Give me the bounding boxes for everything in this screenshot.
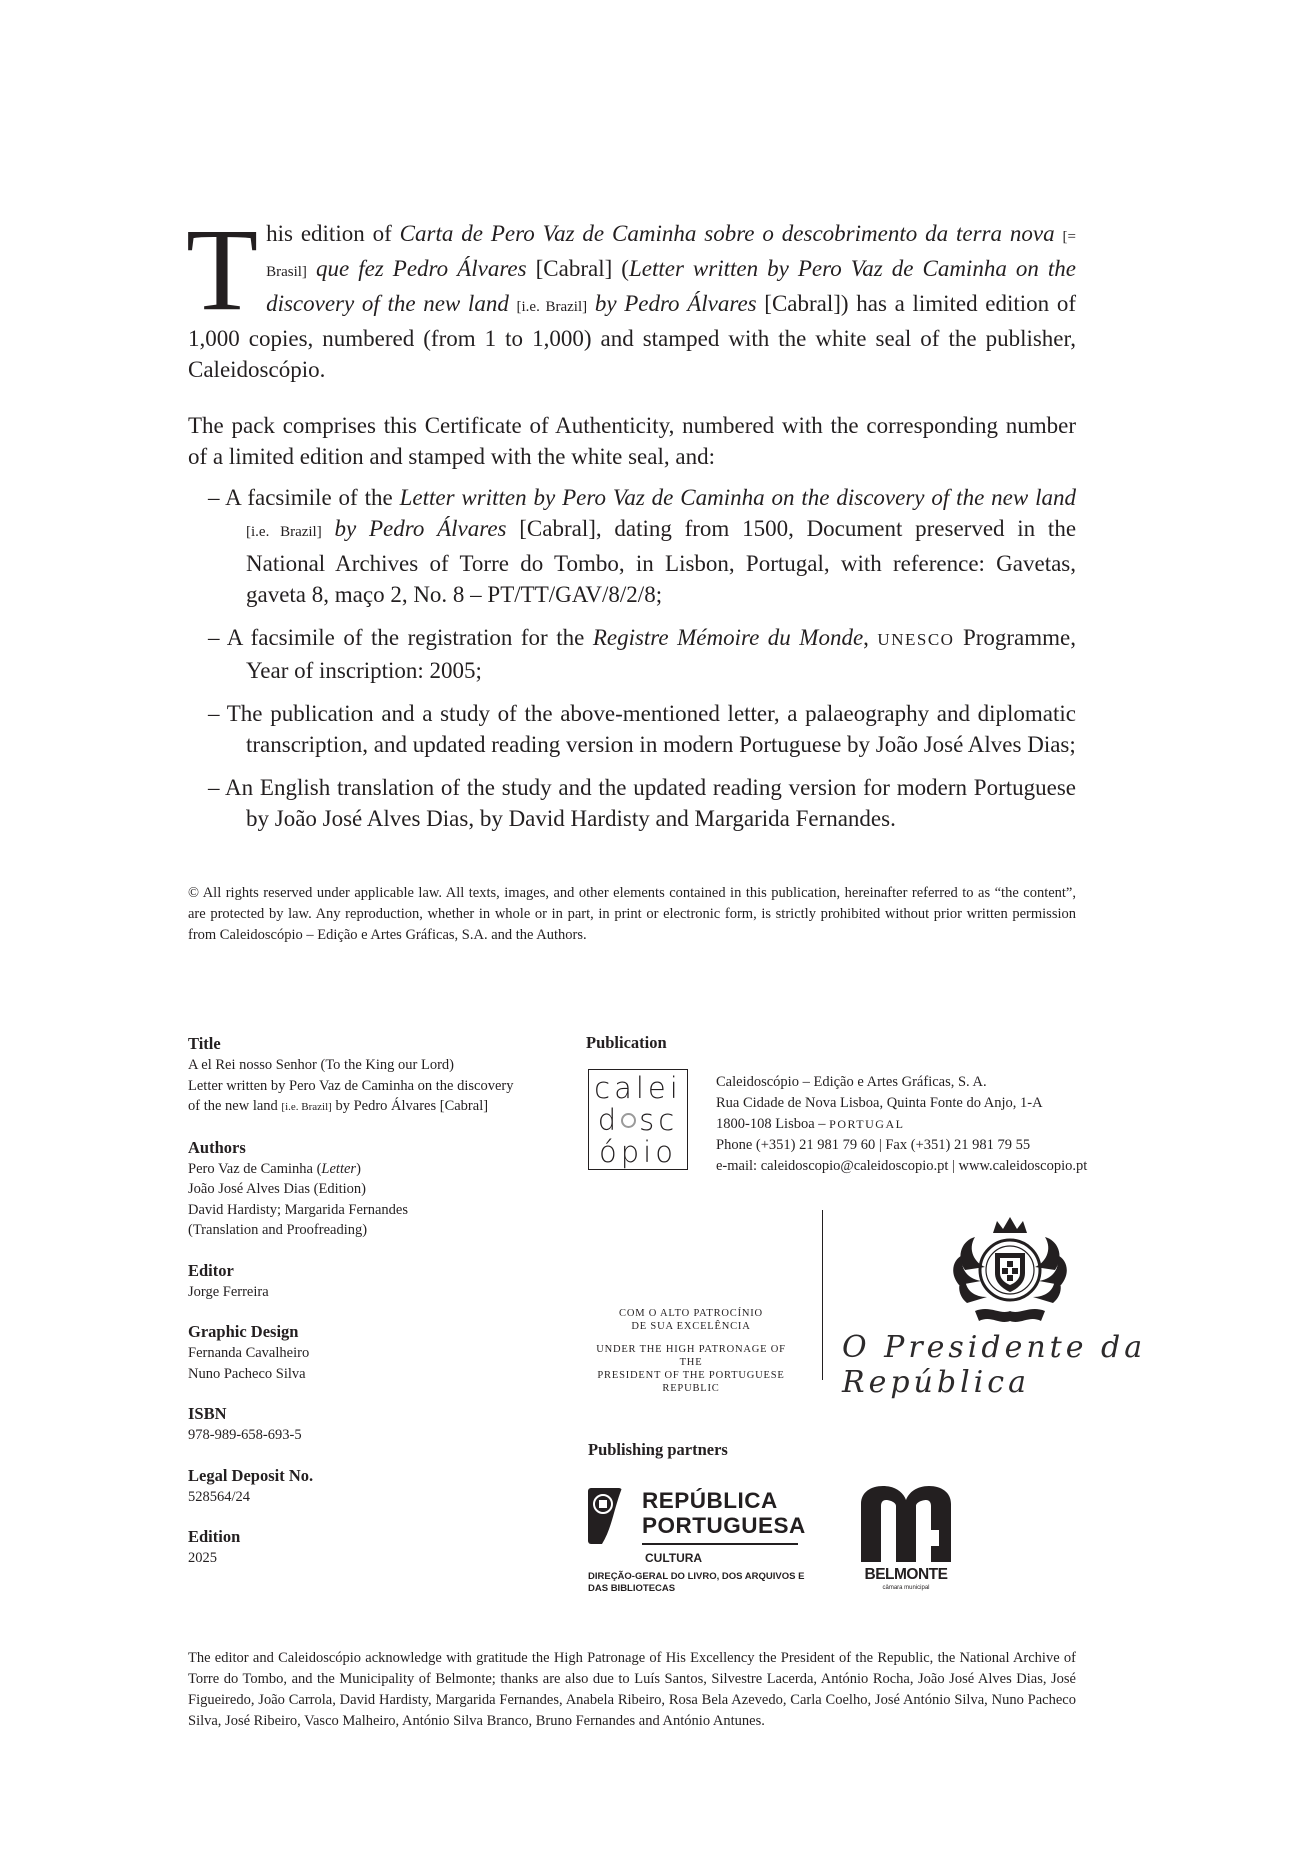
belmonte-name: BELMONTE bbox=[864, 1566, 948, 1583]
patronage-text bbox=[584, 1307, 798, 1395]
credit-line: (Translation and Proofreading) bbox=[188, 1222, 368, 1238]
credit-line: Jorge Ferreira bbox=[188, 1283, 269, 1300]
rp-cultura: CULTURA bbox=[645, 1551, 703, 1565]
intro-title-en2: by Pedro Álvares bbox=[594, 291, 757, 316]
logo-text: sc bbox=[639, 1103, 679, 1137]
item-space bbox=[322, 516, 335, 541]
credit-title bbox=[188, 1033, 538, 1118]
pack-contents bbox=[188, 410, 1076, 846]
credit-text: ) bbox=[356, 1160, 361, 1177]
logo-text: d bbox=[597, 1103, 621, 1137]
intro-title-en: Letter written by Pero Vaz de Caminha on the discovery of the new land bbox=[266, 256, 1076, 316]
credit-italic: Letter bbox=[321, 1160, 357, 1177]
publisher-city-text: 1800-108 Lisboa – bbox=[716, 1116, 830, 1132]
pack-item-unesco-facsimile bbox=[188, 622, 1076, 686]
rp-dg-line: DIREÇÃO-GERAL DO LIVRO, DOS ARQUIVOS E bbox=[588, 1571, 805, 1582]
credit-heading: Editor bbox=[188, 1260, 234, 1280]
credit-line: 528564/24 bbox=[188, 1488, 251, 1505]
rp-direcao-geral bbox=[588, 1571, 818, 1595]
patronage-line: UNDER THE HIGH PATRONAGE OF THE bbox=[596, 1344, 786, 1368]
patronage-gap bbox=[584, 1333, 798, 1343]
intro-space bbox=[509, 291, 517, 316]
drop-cap: T bbox=[186, 204, 259, 335]
credit-line: Nuno Pacheco Silva bbox=[188, 1365, 306, 1382]
intro-space bbox=[307, 256, 316, 281]
intro-space bbox=[1055, 221, 1063, 246]
intro-space bbox=[587, 291, 595, 316]
patronage-divider bbox=[822, 1210, 823, 1380]
publisher-city bbox=[716, 1114, 1096, 1135]
publisher-address: Rua Cidade de Nova Lisboa, Quinta Fonte do Anjo, 1-A bbox=[716, 1095, 1043, 1111]
pack-lead: The pack comprises this Certificate of Authenticity, numbered with the corresponding number of a limited edition and stamped with the white seal, and: bbox=[188, 413, 1076, 469]
item-text: [Cabral], dating from 1500, Document preserved in the National Archives of Torre do Tombo, in Lisbon, Portugal, with reference: Gavetas, gaveta 8, maço 2, No. 8 – PT/TT/GAV/8/2/8; bbox=[246, 516, 1077, 607]
credit-design bbox=[188, 1321, 538, 1384]
credit-line: 978-989-658-693-5 bbox=[188, 1427, 302, 1443]
rights-notice: © All rights reserved under applicable law. All texts, images, and other elements contained in this publication, hereinafter referred to as “the content”, are protected by law. Any reproduction, whether in whole or in part, in print or electronic form, is strictly prohibited without prior written permission from Caleidoscópio – Edição e Artes Gráficas, S.A. and the Authors. bbox=[188, 885, 1076, 943]
credit-authors bbox=[188, 1137, 538, 1241]
caleidoscopio-logo bbox=[588, 1069, 688, 1170]
credit-text: of the new land bbox=[188, 1098, 282, 1114]
partners-heading: Publishing partners bbox=[588, 1440, 728, 1459]
credit-heading: ISBN bbox=[188, 1404, 227, 1423]
credit-line bbox=[188, 1096, 538, 1118]
item-text: – A facsimile of the bbox=[208, 485, 400, 510]
rp-dg-line: DAS BIBLIOTECAS bbox=[588, 1583, 676, 1594]
item-text: – A facsimile of the registration for the bbox=[208, 625, 593, 650]
colophon-credits bbox=[188, 1033, 538, 1588]
patronage-line: DE SUA EXCELÊNCIA bbox=[631, 1321, 751, 1332]
credit-line: João José Alves Dias (Edition) bbox=[188, 1181, 367, 1197]
intro-paragraph bbox=[186, 204, 1076, 385]
intro-title-pt: Carta de Pero Vaz de Caminha sobre o descobrimento da terra nova bbox=[399, 221, 1055, 246]
pack-list bbox=[188, 482, 1076, 834]
intro-brasil-note: [= Brasil] bbox=[266, 229, 1076, 280]
logo-row bbox=[589, 1104, 687, 1136]
presidential-coat-of-arms-icon bbox=[945, 1215, 1075, 1333]
acknowledgements: The editor and Caleidoscópio acknowledge with gratitude the High Patronage of His Excellency the President of the Republic, the National Archive of Torre do Tombo, and the Municipality of Belmonte; thanks are also due to Luís Santos, Silvestre Lacerda, António Rocha, João José Alves Dias, José Figueiredo, João Carrola, David Hardisty, Margarida Fernandes, Anabela Ribeiro, Rosa Bela Azevedo, Carla Coelho, José António Silva, Nuno Pacheco Silva, José Ribeiro, Vasco Malheiro, António Silva Branco, Bruno Fernandes and António Antunes. bbox=[188, 1650, 1076, 1729]
credit-note: [i.e. Brazil] bbox=[281, 1101, 332, 1113]
credit-heading: Graphic Design bbox=[188, 1322, 299, 1341]
intro-brazil-note: [i.e. Brazil] bbox=[516, 299, 588, 315]
belmonte-subtitle: câmara municipal bbox=[882, 1585, 930, 1591]
credit-line: 2025 bbox=[188, 1550, 217, 1566]
item-text: , bbox=[863, 625, 878, 650]
item-title: by Pedro Álvares bbox=[334, 516, 507, 541]
logo-row: calei bbox=[594, 1071, 682, 1105]
credit-heading: Authors bbox=[188, 1137, 246, 1157]
republica-portuguesa-name bbox=[642, 1488, 806, 1538]
item-title: Letter written by Pero Vaz de Caminha on the discovery of the new land bbox=[399, 485, 1076, 510]
pack-item-letter-facsimile bbox=[188, 482, 1076, 610]
credit-line: Letter written by Pero Vaz de Caminha on the discovery bbox=[188, 1077, 514, 1094]
publisher-contact[interactable]: e-mail: caleidoscopio@caleidoscopio.pt | www.caleidoscopio.pt bbox=[716, 1158, 1088, 1174]
credit-heading: Edition bbox=[188, 1527, 241, 1546]
item-note: [i.e. Brazil] bbox=[246, 524, 322, 540]
intro-text: [Cabral] ( bbox=[526, 256, 629, 281]
rp-divider bbox=[642, 1543, 798, 1545]
rp-line: PORTUGUESA bbox=[642, 1513, 806, 1538]
credit-edition bbox=[188, 1526, 538, 1569]
ring-icon bbox=[621, 1113, 636, 1128]
rp-line: REPÚBLICA bbox=[642, 1488, 778, 1513]
belmonte-logo-icon bbox=[857, 1486, 955, 1562]
credit-line: David Hardisty; Margarida Fernandes bbox=[188, 1201, 408, 1218]
publisher-phone: Phone (+351) 21 981 79 60 | Fax (+351) 21 981 79 55 bbox=[716, 1137, 1031, 1153]
pack-item-translation: – An English translation of the study and the updated reading version for modern Portuguese by João José Alves Dias, by David Hardisty and Margarida Fernandes. bbox=[208, 775, 1076, 831]
publisher-name: Caleidoscópio – Edição e Artes Gráficas, S. A. bbox=[716, 1074, 987, 1090]
credit-line bbox=[188, 1159, 538, 1180]
publisher-country: PORTUGAL bbox=[829, 1117, 905, 1131]
intro-text: [Cabral]) has a limited edition of 1,000 copies, numbered (from 1 to 1,000) and stamped with the white seal of the publisher, Caleidoscópio. bbox=[188, 291, 1076, 382]
credit-line: A el Rei nosso Senhor (To the King our Lord) bbox=[188, 1057, 454, 1073]
credit-text: Pero Vaz de Caminha ( bbox=[188, 1160, 322, 1177]
pack-item-publication: – The publication and a study of the above-mentioned letter, a palaeography and diplomatic transcription, and updated reading version in modern Portuguese by João José Alves Dias; bbox=[208, 701, 1076, 757]
republica-portuguesa-emblem-icon bbox=[588, 1488, 622, 1544]
credit-heading: Title bbox=[188, 1034, 221, 1053]
item-text: Programme, Year of inscription: 2005; bbox=[246, 625, 1076, 683]
credit-heading: Legal Deposit No. bbox=[188, 1465, 314, 1485]
item-org: UNESCO bbox=[877, 630, 955, 649]
patronage-line: COM O ALTO PATROCÍNIO bbox=[619, 1308, 763, 1319]
item-title: Registre Mémoire du Monde bbox=[592, 625, 864, 650]
credit-isbn bbox=[188, 1403, 538, 1446]
credit-text: by Pedro Álvares [Cabral] bbox=[331, 1098, 489, 1114]
intro-title-pt2: que fez Pedro Álvares bbox=[315, 256, 527, 281]
logo-row: ópio bbox=[599, 1135, 677, 1169]
president-title: O Presidente da República bbox=[842, 1330, 1147, 1400]
credit-line: Fernanda Cavalheiro bbox=[188, 1345, 310, 1361]
credit-editor bbox=[188, 1260, 538, 1303]
patronage-line: PRESIDENT OF THE PORTUGUESE REPUBLIC bbox=[597, 1370, 785, 1394]
publisher-info bbox=[716, 1072, 1096, 1177]
intro-text: his edition of bbox=[266, 221, 400, 246]
credit-legal-deposit bbox=[188, 1465, 538, 1508]
publication-heading: Publication bbox=[586, 1033, 667, 1052]
